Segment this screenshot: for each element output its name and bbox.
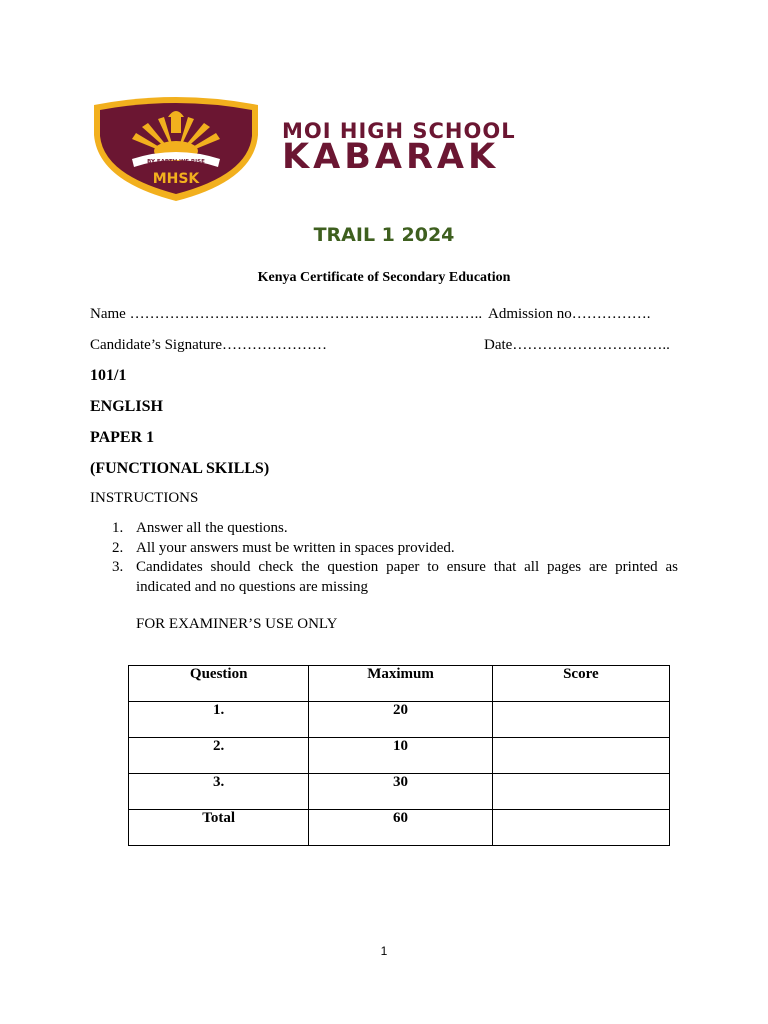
exam-title: TRAIL 1 2024 (313, 224, 455, 246)
examiner-label: FOR EXAMINER’S USE ONLY (136, 616, 338, 632)
score-cell[interactable] (492, 738, 669, 774)
school-logo (92, 95, 612, 205)
table-row (129, 774, 670, 810)
maximum-cell: 60 (309, 810, 492, 846)
maximum-cell: 10 (309, 738, 492, 774)
page-number: 1 (380, 944, 388, 958)
column-header-score: Score (492, 666, 669, 702)
question-cell: Total (129, 810, 309, 846)
school-crest-icon (92, 95, 260, 203)
score-cell[interactable] (492, 774, 669, 810)
list-item (112, 539, 678, 559)
list-item-text: All your answers must be written in spaces provided. (136, 539, 455, 556)
column-header-question: Question (129, 666, 309, 702)
table-row (129, 702, 670, 738)
date-field: Date………………………….. (484, 337, 670, 353)
question-cell: 3. (129, 774, 309, 810)
list-item-number: 1. (112, 520, 124, 536)
list-item-number: 3. (112, 559, 124, 575)
score-cell[interactable] (492, 702, 669, 738)
exam-subtitle: Kenya Certificate of Secondary Education (257, 270, 511, 285)
score-table (128, 665, 670, 846)
maximum-cell: 20 (309, 702, 492, 738)
list-item-text: Answer all the questions. (136, 520, 288, 536)
list-item (112, 519, 678, 539)
school-name-line2: KABARAK (282, 137, 500, 177)
paper-section: (FUNCTIONAL SKILLS) (90, 460, 270, 477)
table-header-row (129, 666, 670, 702)
signature-field: Candidate’s Signature………………… (90, 337, 328, 353)
school-name-line1: MOI HIGH SCHOOL (282, 119, 516, 143)
admission-field: Admission no……………. (488, 306, 651, 322)
instructions-heading: INSTRUCTIONS (90, 490, 199, 506)
question-cell: 1. (129, 702, 309, 738)
paper-code: 101/1 (90, 367, 127, 384)
list-item-text: Candidates should check the question paper to ensure that all pages are printed as indicated and no questions are missing (136, 559, 678, 595)
name-field: Name …………………………………………………………….. (90, 306, 483, 322)
score-cell[interactable] (492, 810, 669, 846)
instructions-list (112, 519, 678, 597)
question-cell: 2. (129, 738, 309, 774)
svg-text:MHSK: MHSK (152, 171, 200, 187)
table-row-total (129, 810, 670, 846)
maximum-cell: 30 (309, 774, 492, 810)
svg-text:BY EARTH WE RISE: BY EARTH WE RISE (147, 159, 205, 165)
column-header-maximum: Maximum (309, 666, 492, 702)
list-item (112, 558, 678, 597)
list-item-number: 2. (112, 539, 124, 556)
paper-number: PAPER 1 (90, 429, 155, 446)
paper-subject: ENGLISH (90, 398, 163, 415)
table-row (129, 738, 670, 774)
